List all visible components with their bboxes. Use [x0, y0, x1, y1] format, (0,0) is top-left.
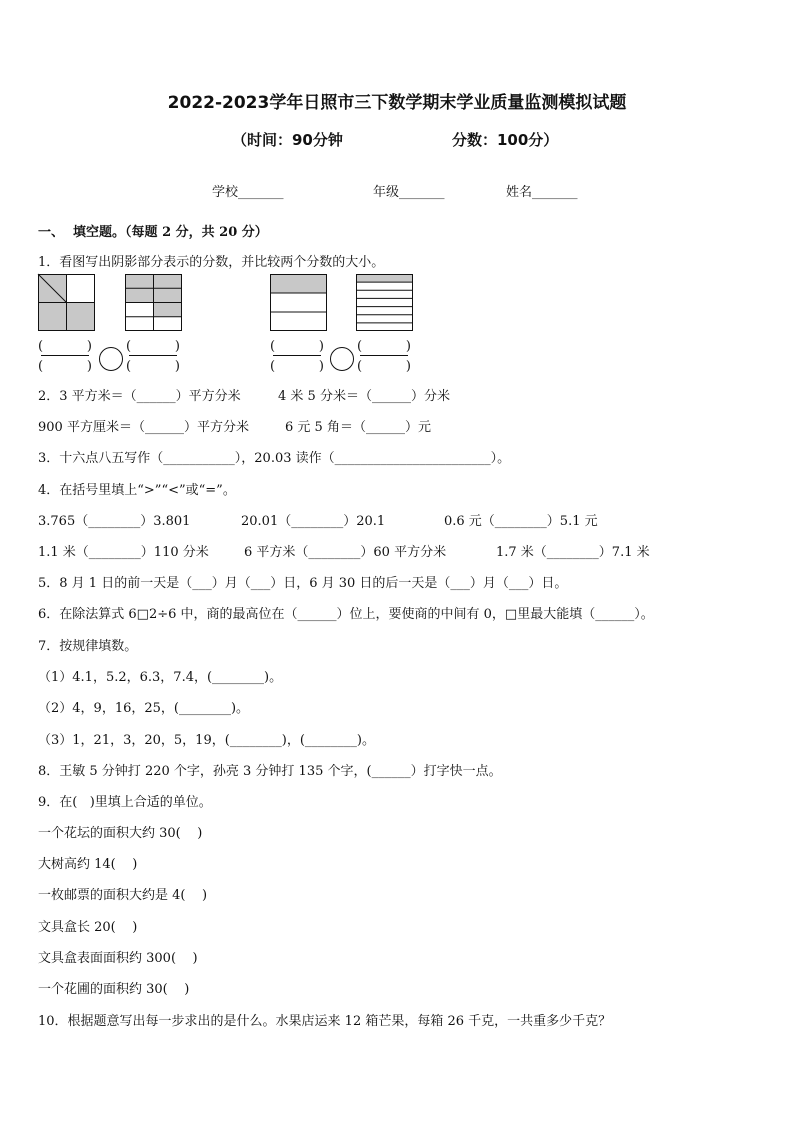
- sequence-item: （2）4，9，16，25，(________)。: [38, 701, 250, 716]
- question-2c: 900 平方厘米＝（______）平方分米: [38, 420, 249, 435]
- question-5: 5．8 月 1 日的前一天是（___）月（___）日，6 月 30 日的后一天是（___）月（___）日。: [38, 576, 568, 591]
- question-4: 4．在括号里填上“>”“<”或“=”。: [38, 483, 236, 498]
- shaded-region: [270, 274, 327, 293]
- unit-item: 一个花圃的面积约 30( ): [38, 982, 190, 997]
- shaded-region: [356, 274, 413, 282]
- shaded-region: [154, 303, 183, 317]
- compare-item: 0.6 元（________）5.1 元: [444, 514, 598, 529]
- question-2d: 6 元 5 角＝（______）元: [285, 420, 431, 435]
- section-heading: 一、 填空题。（每题 2 分，共 20 分）: [38, 225, 268, 240]
- school-field[interactable]: 学校_______: [212, 185, 284, 200]
- grade-field[interactable]: 年级_______: [373, 185, 445, 200]
- question-2a: 2．3 平方米＝（______）平方分米: [38, 389, 241, 404]
- sequence-item: （3）1，21，3，20，5，19，(________)，(________)。: [38, 733, 375, 748]
- fraction-figure-strips-3: [270, 274, 327, 331]
- shaded-region: [67, 303, 96, 332]
- fraction-answer-3[interactable]: ( ) ( ): [270, 339, 324, 374]
- time-limit: （时间：90分钟: [232, 131, 343, 149]
- unit-item: 一枚邮票的面积大约是 4( ): [38, 888, 208, 903]
- question-7: 7．按规律填数。: [38, 639, 138, 654]
- fraction-answer-2[interactable]: ( ) ( ): [126, 339, 180, 374]
- fraction-figure-grid: [125, 274, 182, 331]
- unit-item: 文具盒表面面积约 300( ): [38, 951, 198, 966]
- fraction-answer-1[interactable]: ( ) ( ): [38, 339, 92, 374]
- compare-item: 20.01（________）20.1: [241, 514, 386, 529]
- fraction-answer-4[interactable]: ( ) ( ): [357, 339, 411, 374]
- question-9: 9．在( )里填上合适的单位。: [38, 795, 212, 810]
- question-10: 10．根据题意写出每一步求出的是什么。水果店运来 12 箱芒果，每箱 26 千克，一共重多少千克？: [38, 1014, 612, 1029]
- name-field[interactable]: 姓名_______: [506, 185, 578, 200]
- compare-item: 6 平方米（________）60 平方分米: [244, 545, 447, 560]
- fraction-figure-strips-7: [356, 274, 413, 331]
- unit-item: 文具盒长 20( ): [38, 920, 138, 935]
- question-6: 6．在除法算式 6□2÷6 中，商的最高位在（______）位上，要使商的中间有 0，□里最大能填（______）。: [38, 607, 654, 622]
- fraction-figure-square: [38, 274, 95, 331]
- sequence-item: （1）4.1，5.2，6.3，7.4，(________)。: [38, 670, 283, 685]
- unit-item: 一个花坛的面积大约 30( ): [38, 826, 203, 841]
- total-score: 分数：100分）: [452, 131, 559, 149]
- unit-item: 大树高约 14( ): [38, 857, 138, 872]
- question-3: 3．十六点八五写作（___________），20.03 读作（________________________）。: [38, 451, 511, 466]
- compare-item: 3.765（________）3.801: [38, 514, 191, 529]
- question-8: 8．王敏 5 分钟打 220 个字，孙亮 3 分钟打 135 个字，(______）打字快一点。: [38, 764, 502, 779]
- compare-circle-2[interactable]: [330, 347, 354, 371]
- compare-item: 1.1 米（________）110 分米: [38, 545, 209, 560]
- compare-circle-1[interactable]: [99, 347, 123, 371]
- page-title: 2022-2023学年日照市三下数学期末学业质量监测模拟试题: [167, 93, 627, 113]
- compare-item: 1.7 米（________）7.1 米: [496, 545, 650, 560]
- question-1: 1．看图写出阴影部分表示的分数，并比较两个分数的大小。: [38, 255, 385, 270]
- question-2b: 4 米 5 分米＝（______）分米: [278, 389, 450, 404]
